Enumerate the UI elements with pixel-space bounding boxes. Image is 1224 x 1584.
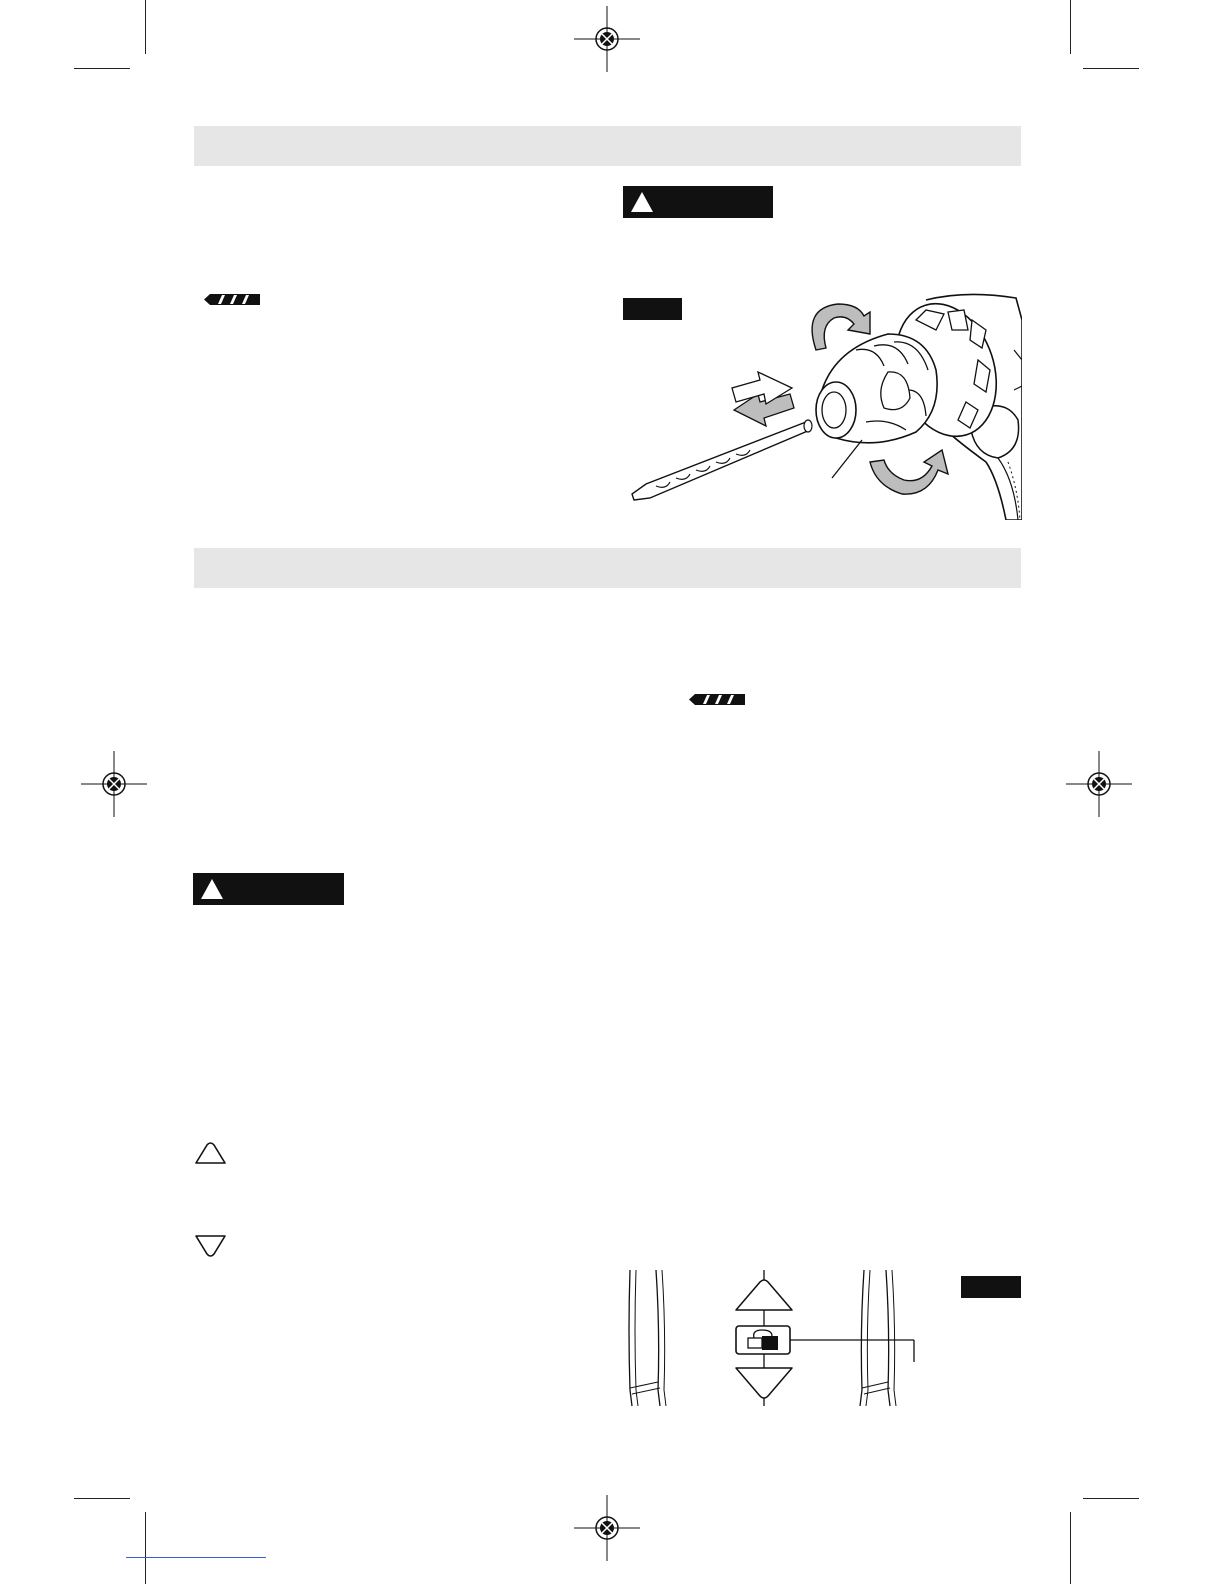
crop-mark-bottom-left-h bbox=[74, 1498, 130, 1499]
section-bar-1 bbox=[194, 126, 1021, 166]
warning-triangle-icon bbox=[630, 191, 654, 213]
crop-mark-top-right-h bbox=[1083, 68, 1139, 69]
crop-mark-top-left-h bbox=[74, 68, 130, 69]
crop-mark-bottom-right-h bbox=[1083, 1498, 1139, 1499]
crop-mark-bottom-left-v bbox=[145, 1512, 146, 1584]
figure-label-switch bbox=[961, 1276, 1021, 1298]
registration-mark-bottom bbox=[574, 1495, 640, 1561]
registration-mark-right bbox=[1066, 751, 1132, 817]
chuck-bit-insertion-figure bbox=[626, 290, 1022, 520]
bottom-blue-rule bbox=[126, 1557, 266, 1558]
crop-mark-top-right-v bbox=[1070, 0, 1071, 54]
registration-mark-top bbox=[574, 6, 640, 72]
crop-mark-top-left-v bbox=[145, 0, 146, 54]
direction-down-icon bbox=[193, 1234, 228, 1258]
crop-mark-bottom-right-v bbox=[1070, 1512, 1071, 1584]
warning-label-lower-left bbox=[193, 873, 344, 905]
tip-badge-icon bbox=[689, 694, 745, 705]
warning-triangle-icon bbox=[200, 878, 224, 900]
registration-mark-left bbox=[81, 751, 147, 817]
section-bar-2 bbox=[194, 548, 1021, 588]
direction-switch-figure bbox=[624, 1270, 920, 1410]
warning-label-top-right bbox=[623, 186, 773, 218]
direction-up-icon bbox=[193, 1141, 228, 1165]
tip-badge-icon bbox=[204, 294, 260, 305]
